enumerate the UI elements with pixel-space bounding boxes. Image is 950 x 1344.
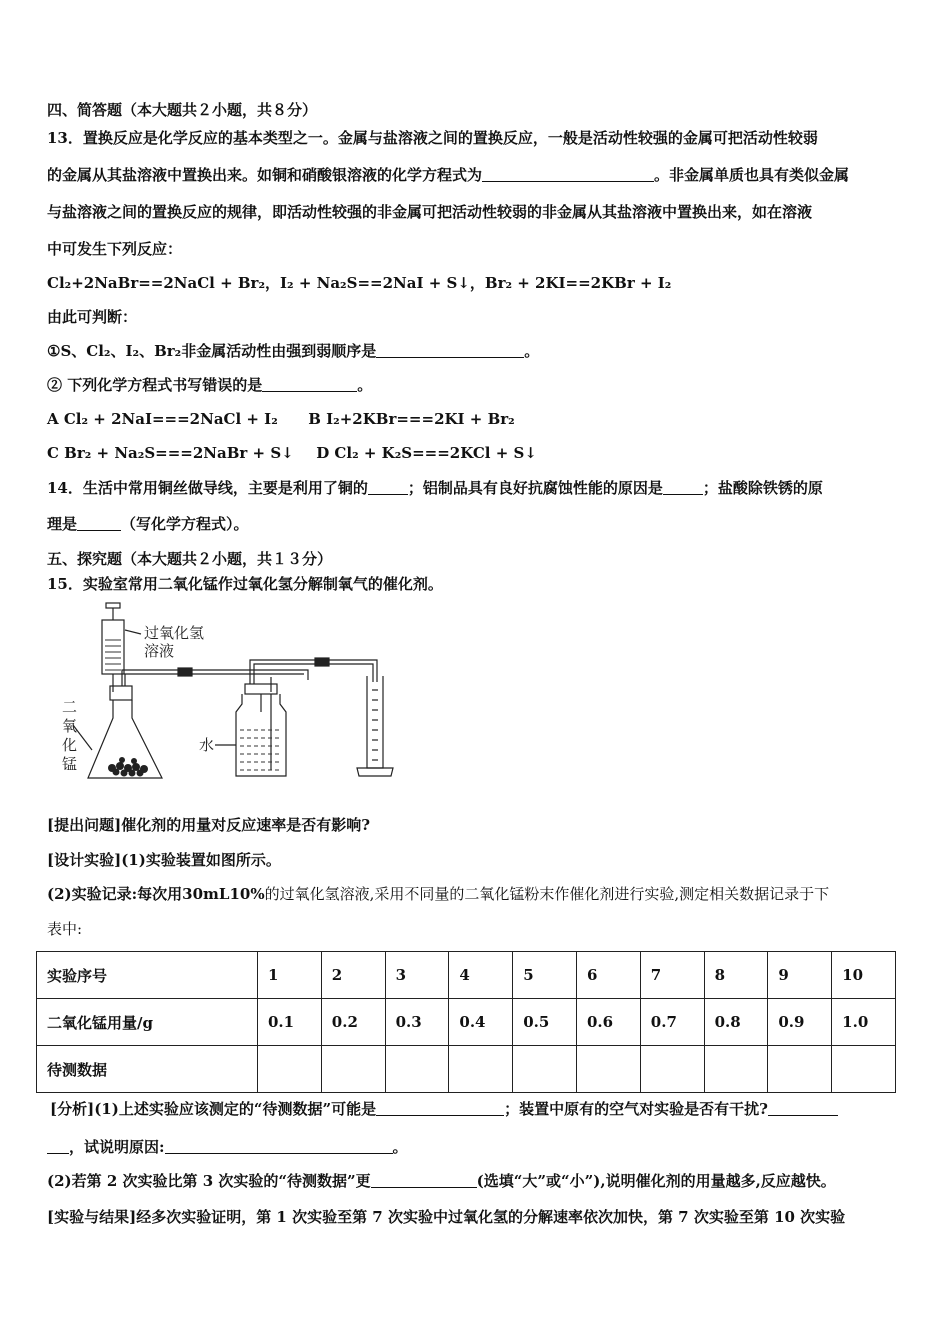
measure-cell[interactable]: [704, 1046, 768, 1093]
q15-analysis1-end: 。: [392, 1138, 408, 1156]
label-h2o2-line1: 过氧化氢: [144, 624, 205, 642]
mass-cell: 0.7: [640, 999, 704, 1046]
q15-analysis2: [47, 1171, 836, 1191]
row-label-seq: 实验序号: [37, 952, 258, 999]
q13-line4: 中可发生下列反应：: [47, 240, 183, 258]
syringe-liquid: [105, 640, 121, 670]
q13-equations: Cl₂+2NaBr==2NaCl + Br₂，I₂ + Na₂S==2NaI + S↓，Br₂ + 2KI==2KBr + I₂: [47, 274, 672, 292]
table-row-measure: [37, 1046, 896, 1093]
q15-analysis1-mid: ；装置中原有的空气对实验是否有干扰?: [504, 1100, 768, 1118]
measure-cell[interactable]: [513, 1046, 577, 1093]
syringe-label-leader: [125, 630, 141, 634]
seq-cell: 1: [258, 952, 322, 999]
seq-cell: 7: [640, 952, 704, 999]
q14-line1-tail: ；盐酸除铁锈的原: [702, 479, 823, 497]
row-label-mass: 二氧化锰用量/g: [37, 999, 258, 1046]
label-h2o2-line2: 溶液: [144, 642, 175, 660]
measure-cell[interactable]: [832, 1046, 896, 1093]
option-b: B I₂+2KBr===2KI + Br₂: [308, 410, 515, 428]
label-mno2-4: 锰: [62, 755, 78, 773]
q15-analysis2-text: (2)若第 2 次实验比第 3 次实验的“待测数据”更: [47, 1172, 371, 1190]
measure-cell[interactable]: [640, 1046, 704, 1093]
cylinder-base: [357, 768, 393, 776]
q13-sub2-tail: 。: [357, 376, 373, 394]
mass-cell: 0.8: [704, 999, 768, 1046]
bottle-water: [240, 730, 282, 770]
q13-options-ab: [47, 409, 515, 429]
q15-analysis1-cont: [47, 1137, 408, 1157]
answer-blank-cu-agno3[interactable]: [482, 167, 654, 182]
q15-question: [提出问题]催化剂的用量对反应速率是否有影响?: [47, 816, 370, 834]
label-mno2-2: 氧: [62, 717, 78, 735]
answer-blank-rust-equation[interactable]: [77, 516, 121, 531]
answer-blank-bigger-smaller[interactable]: [371, 1173, 477, 1188]
q15-intro: 15．实验室常用二氧化锰作过氧化氢分解制氧气的催化剂。: [47, 575, 443, 593]
q15-analysis1-text: [分析](1)上述实验应该测定的“待测数据”可能是: [50, 1100, 377, 1118]
section4-title: 四、简答题（本大题共２小题，共８分）: [47, 101, 318, 119]
answer-blank-wrong-equation[interactable]: [262, 377, 357, 392]
option-d: D Cl₂ + K₂S===2KCl + S↓: [316, 444, 537, 462]
q15-record: [47, 884, 829, 904]
q14-line2-tail: （写化学方程式）。: [121, 515, 249, 533]
seq-cell: 8: [704, 952, 768, 999]
q14-line1-mid: ；铝制品具有良好抗腐蚀性能的原因是: [407, 479, 663, 497]
q13-sub1-tail: 。: [524, 342, 540, 360]
answer-blank-measure-data[interactable]: [376, 1101, 504, 1116]
q14-line2: [47, 514, 249, 534]
label-mno2-1: 二: [62, 698, 78, 716]
q13-line3: 与盐溶液之间的置换反应的规律，即活动性较强的非金属可把活动性较弱的非金属从其盐溶液中置换出来，如在溶液: [47, 203, 813, 221]
q15-record-text: (2)实验记录:每次用: [47, 885, 183, 903]
q15-analysis1: [50, 1099, 838, 1119]
label-mno2-3: 化: [62, 736, 78, 754]
table-row-seq: [37, 952, 896, 999]
q13-options-cd: [47, 443, 537, 463]
measure-cell[interactable]: [258, 1046, 322, 1093]
q13-judge: 由此可判断：: [47, 308, 138, 326]
answer-blank-aluminum-reason[interactable]: [663, 480, 703, 495]
measure-cell[interactable]: [576, 1046, 640, 1093]
q14-line1: [47, 478, 823, 498]
q15-record-tail: 的过氧化氢溶液,采用不同量的二氧化锰粉末作催化剂进行实验,测定相关数据记录于下: [264, 885, 830, 903]
mass-cell: 0.4: [449, 999, 513, 1046]
answer-blank-activity-order[interactable]: [376, 343, 524, 358]
syringe-barrel: [102, 620, 124, 674]
answer-blank-air-interference-cont[interactable]: [47, 1139, 69, 1154]
syringe-plunger-cap: [106, 603, 120, 608]
q13-line2-tail: 。非金属单质也具有类似金属: [654, 166, 850, 184]
seq-cell: 2: [321, 952, 385, 999]
q15-record-end: 表中:: [47, 920, 83, 938]
mass-cell: 0.3: [385, 999, 449, 1046]
seq-cell: 5: [513, 952, 577, 999]
option-a: A Cl₂ + 2NaI===2NaCl + I₂: [47, 410, 278, 428]
q15-design: [设计实验](1)实验装置如图所示。: [47, 851, 281, 869]
q15-record-amount: 30mL10%: [182, 885, 265, 903]
answer-blank-air-interference[interactable]: [768, 1101, 838, 1116]
measure-cell[interactable]: [449, 1046, 513, 1093]
seq-cell: 3: [385, 952, 449, 999]
q13-sub1-text: ①S、Cl₂、I₂、Br₂非金属活动性由强到弱顺序是: [47, 342, 377, 360]
q13-sub2: [47, 375, 372, 395]
mno2-powder: [108, 757, 148, 777]
mass-cell: 0.2: [321, 999, 385, 1046]
q14-line1-text: 14．生活中常用铜丝做导线，主要是利用了铜的: [47, 479, 368, 497]
seq-cell: 9: [768, 952, 832, 999]
mass-cell: 1.0: [832, 999, 896, 1046]
seq-cell: 4: [449, 952, 513, 999]
delivery-tube-1: [122, 670, 308, 686]
measure-cell[interactable]: [768, 1046, 832, 1093]
q13-line2: [47, 165, 849, 185]
q15-result: [实验与结果]经多次实验证明，第 1 次实验至第 7 次实验中过氧化氢的分解速率依次加快，第 7 次实验至第 10 次实验: [47, 1208, 846, 1226]
bottle-stopper: [245, 684, 277, 694]
q15-analysis2-tail: (选填“大”或“小”),说明催化剂的用量越多,反应越快。: [476, 1172, 836, 1190]
mass-cell: 0.1: [258, 999, 322, 1046]
q13-line1: 13．置换反应是化学反应的基本类型之一。金属与盐溶液之间的置换反应，一般是活动性较强的金属可把活动性较弱: [47, 129, 818, 147]
table-row-mass: [37, 999, 896, 1046]
q13-line2-text: 的金属从其盐溶液中置换出来。如铜和硝酸银溶液的化学方程式为: [47, 166, 483, 184]
option-c: C Br₂ + Na₂S===2NaBr + S↓: [47, 444, 294, 462]
q13-sub1: [47, 341, 539, 361]
q13-sub2-text: ② 下列化学方程式书写错误的是: [47, 376, 263, 394]
row-label-measure: 待测数据: [37, 1046, 258, 1093]
mass-cell: 0.9: [768, 999, 832, 1046]
q15-analysis1-reason: ，试说明原因:: [69, 1138, 165, 1156]
seq-cell: 6: [576, 952, 640, 999]
answer-blank-copper-property[interactable]: [368, 480, 408, 495]
apparatus-figure: [50, 600, 410, 785]
seq-cell: 10: [832, 952, 896, 999]
label-water: 水: [199, 736, 215, 754]
mass-cell: 0.6: [576, 999, 640, 1046]
answer-blank-reason[interactable]: [165, 1139, 393, 1154]
measure-cell[interactable]: [321, 1046, 385, 1093]
measure-cell[interactable]: [385, 1046, 449, 1093]
experiment-table: [36, 951, 896, 1093]
section5-title: 五、探究题（本大题共２小题，共１３分）: [47, 550, 333, 568]
mass-cell: 0.5: [513, 999, 577, 1046]
q14-line2-text: 理是: [47, 515, 78, 533]
